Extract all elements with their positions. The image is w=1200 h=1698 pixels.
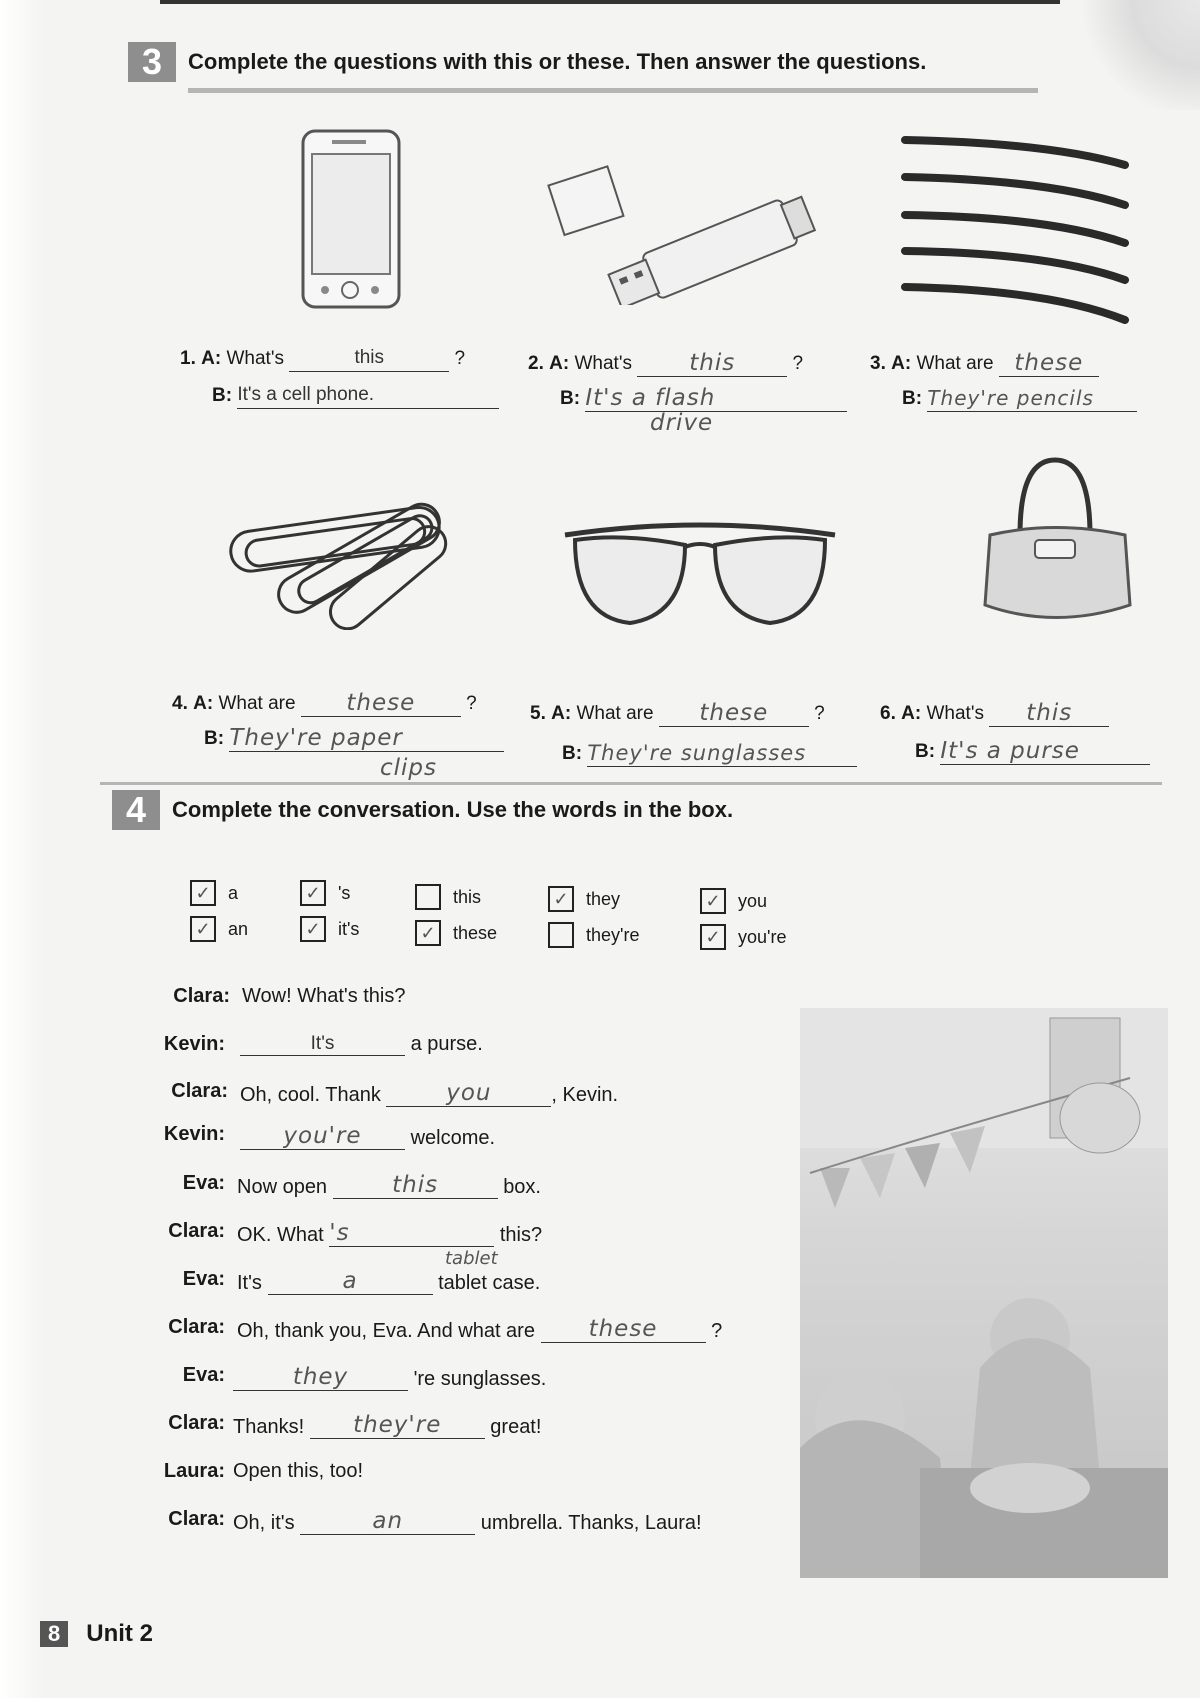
word-theyre[interactable]: they're	[548, 922, 639, 948]
answer-line-4b: B: They're paper	[204, 725, 504, 752]
check-mark-icon: ✓	[705, 890, 721, 911]
paper-clips-picture	[210, 500, 470, 630]
checkbox-youre[interactable]	[700, 924, 726, 950]
answer-2b-cont: drive	[650, 410, 714, 436]
sunglasses-picture	[555, 505, 845, 635]
section-3-number: 3	[128, 42, 176, 82]
word-its[interactable]: ✓ it's	[300, 916, 359, 942]
word-this[interactable]: this	[415, 884, 481, 910]
word-you[interactable]: ✓ you	[700, 888, 767, 914]
word-these[interactable]: ✓ these	[415, 920, 497, 946]
answer-6b[interactable]: It's a purse	[940, 738, 1150, 765]
answer-2a[interactable]: this	[637, 350, 787, 377]
answer-line-6b: B: It's a purse	[915, 738, 1150, 765]
conv-answer-9[interactable]: they	[233, 1364, 408, 1391]
question-3: 3. A: What are these	[870, 350, 1099, 377]
check-mark-icon: ✓	[305, 918, 321, 939]
workbook-page: 3 Complete the questions with this or these. Then answer the questions. 1. A: What's this ? B: It's a cell phone. 2. A: What's this ? B: It's a flash drive 3. A: What are these B: They're pencils 4. A: What are these ? B: They're paper clips 5. A: What are these ? B: They're sunglasses 6. A: What's this B: It's a purse 4 Complete the conversation. Use the words in the box. ✓ a ✓ an ✓ 's ✓ it's this ✓ these ✓ they they're ✓ you ✓ you're Clara: Wow! What's this? Kevin: It's a purse. Clara: Oh, cool. Thank you , Kevin. Kevin: you're welcome. Eva: Now open this box. Clara: OK. What 's this? tablet Eva: It's a tablet case. Clara: Oh, thank you, Eva. And what are these ? Eva: they 're sunglasses. Clara: Thanks! they're great! Laura: Open this, too! Clara: Oh, it's an umbrella. Thanks, Laura! 8 Unit 2	[0, 0, 1200, 1698]
page-shadow	[0, 0, 44, 1698]
check-mark-icon: ✓	[705, 926, 721, 947]
conv-answer-7[interactable]: a	[268, 1268, 433, 1295]
section-4-header	[112, 790, 733, 830]
word-youre[interactable]: ✓ you're	[700, 924, 786, 950]
page-footer	[40, 1620, 153, 1648]
conv-answer-2[interactable]: It's	[240, 1033, 405, 1056]
conv-answer-4[interactable]: you're	[240, 1123, 405, 1150]
checkbox-you[interactable]	[700, 888, 726, 914]
word-s[interactable]: ✓ 's	[300, 880, 350, 906]
section-4-number: 4	[112, 790, 160, 830]
answer-line-3b: B: They're pencils	[902, 385, 1137, 412]
check-mark-icon: ✓	[305, 882, 321, 903]
party-photo	[800, 1008, 1168, 1578]
answer-5b[interactable]: They're sunglasses	[587, 740, 857, 767]
answer-4b-cont: clips	[380, 755, 438, 781]
check-mark-icon: ✓	[195, 918, 211, 939]
checkbox-s[interactable]	[300, 880, 326, 906]
question-2: 2. A: What's this ?	[528, 350, 804, 376]
conv-answer-5[interactable]: this	[333, 1172, 498, 1199]
question-4: 4. A: What are these ?	[172, 690, 477, 716]
checkbox-an[interactable]	[190, 916, 216, 942]
conv-answer-3[interactable]: you	[386, 1080, 551, 1107]
answer-1a[interactable]: this	[289, 345, 449, 372]
section-4-rule	[100, 782, 1162, 785]
word-an[interactable]: ✓ an	[190, 916, 248, 942]
checkbox-theyre[interactable]	[548, 922, 574, 948]
answer-line-1b: B: It's a cell phone.	[212, 382, 499, 409]
answer-line-5b: B: They're sunglasses	[562, 740, 857, 767]
section-4-title: Complete the conversation. Use the words in the box.	[172, 797, 734, 822]
purse-picture	[975, 455, 1135, 635]
checkbox-this[interactable]	[415, 884, 441, 910]
pencils-picture	[900, 135, 1130, 335]
conv-note-tablet: tablet	[445, 1248, 498, 1269]
unit-label: Unit 2	[86, 1620, 153, 1647]
conv-answer-8[interactable]: these	[541, 1316, 706, 1343]
section-3-title: Complete the questions with this or these. Then answer the questions.	[188, 49, 927, 74]
answer-4b[interactable]: They're paper	[229, 725, 504, 752]
answer-2b[interactable]: It's a flash	[585, 385, 847, 412]
flash-drive-picture	[545, 155, 845, 305]
section-3-header	[128, 42, 926, 82]
answer-1b[interactable]: It's a cell phone.	[237, 382, 499, 409]
section-3-rule	[188, 88, 1038, 93]
word-a[interactable]: ✓ a	[190, 880, 238, 906]
checkbox-these[interactable]	[415, 920, 441, 946]
answer-4a[interactable]: these	[301, 690, 461, 717]
check-mark-icon: ✓	[420, 922, 436, 943]
answer-6a[interactable]: this	[989, 700, 1109, 727]
conv-answer-10[interactable]: they're	[310, 1412, 485, 1439]
answer-5a[interactable]: these	[659, 700, 809, 727]
question-5: 5. A: What are these ?	[530, 700, 825, 726]
checkbox-a[interactable]	[190, 880, 216, 906]
top-edge	[160, 0, 1060, 4]
check-mark-icon: ✓	[195, 882, 211, 903]
answer-3b[interactable]: They're pencils	[927, 385, 1137, 412]
page-corner-curl	[1070, 0, 1200, 110]
word-they[interactable]: ✓ they	[548, 886, 620, 912]
check-mark-icon: ✓	[553, 888, 569, 909]
answer-3a[interactable]: these	[999, 350, 1099, 377]
conv-answer-12[interactable]: an	[300, 1508, 475, 1535]
conv-answer-6[interactable]: 's	[329, 1220, 494, 1247]
answer-line-2b: B: It's a flash	[560, 385, 847, 412]
cell-phone-picture	[300, 128, 405, 313]
question-1: 1. A: What's this ?	[180, 345, 465, 372]
word-box	[170, 860, 830, 960]
party-photo-illustration	[800, 1008, 1168, 1578]
question-6: 6. A: What's this	[880, 700, 1109, 727]
checkbox-they[interactable]	[548, 886, 574, 912]
checkbox-its[interactable]	[300, 916, 326, 942]
page-number: 8	[40, 1621, 68, 1647]
